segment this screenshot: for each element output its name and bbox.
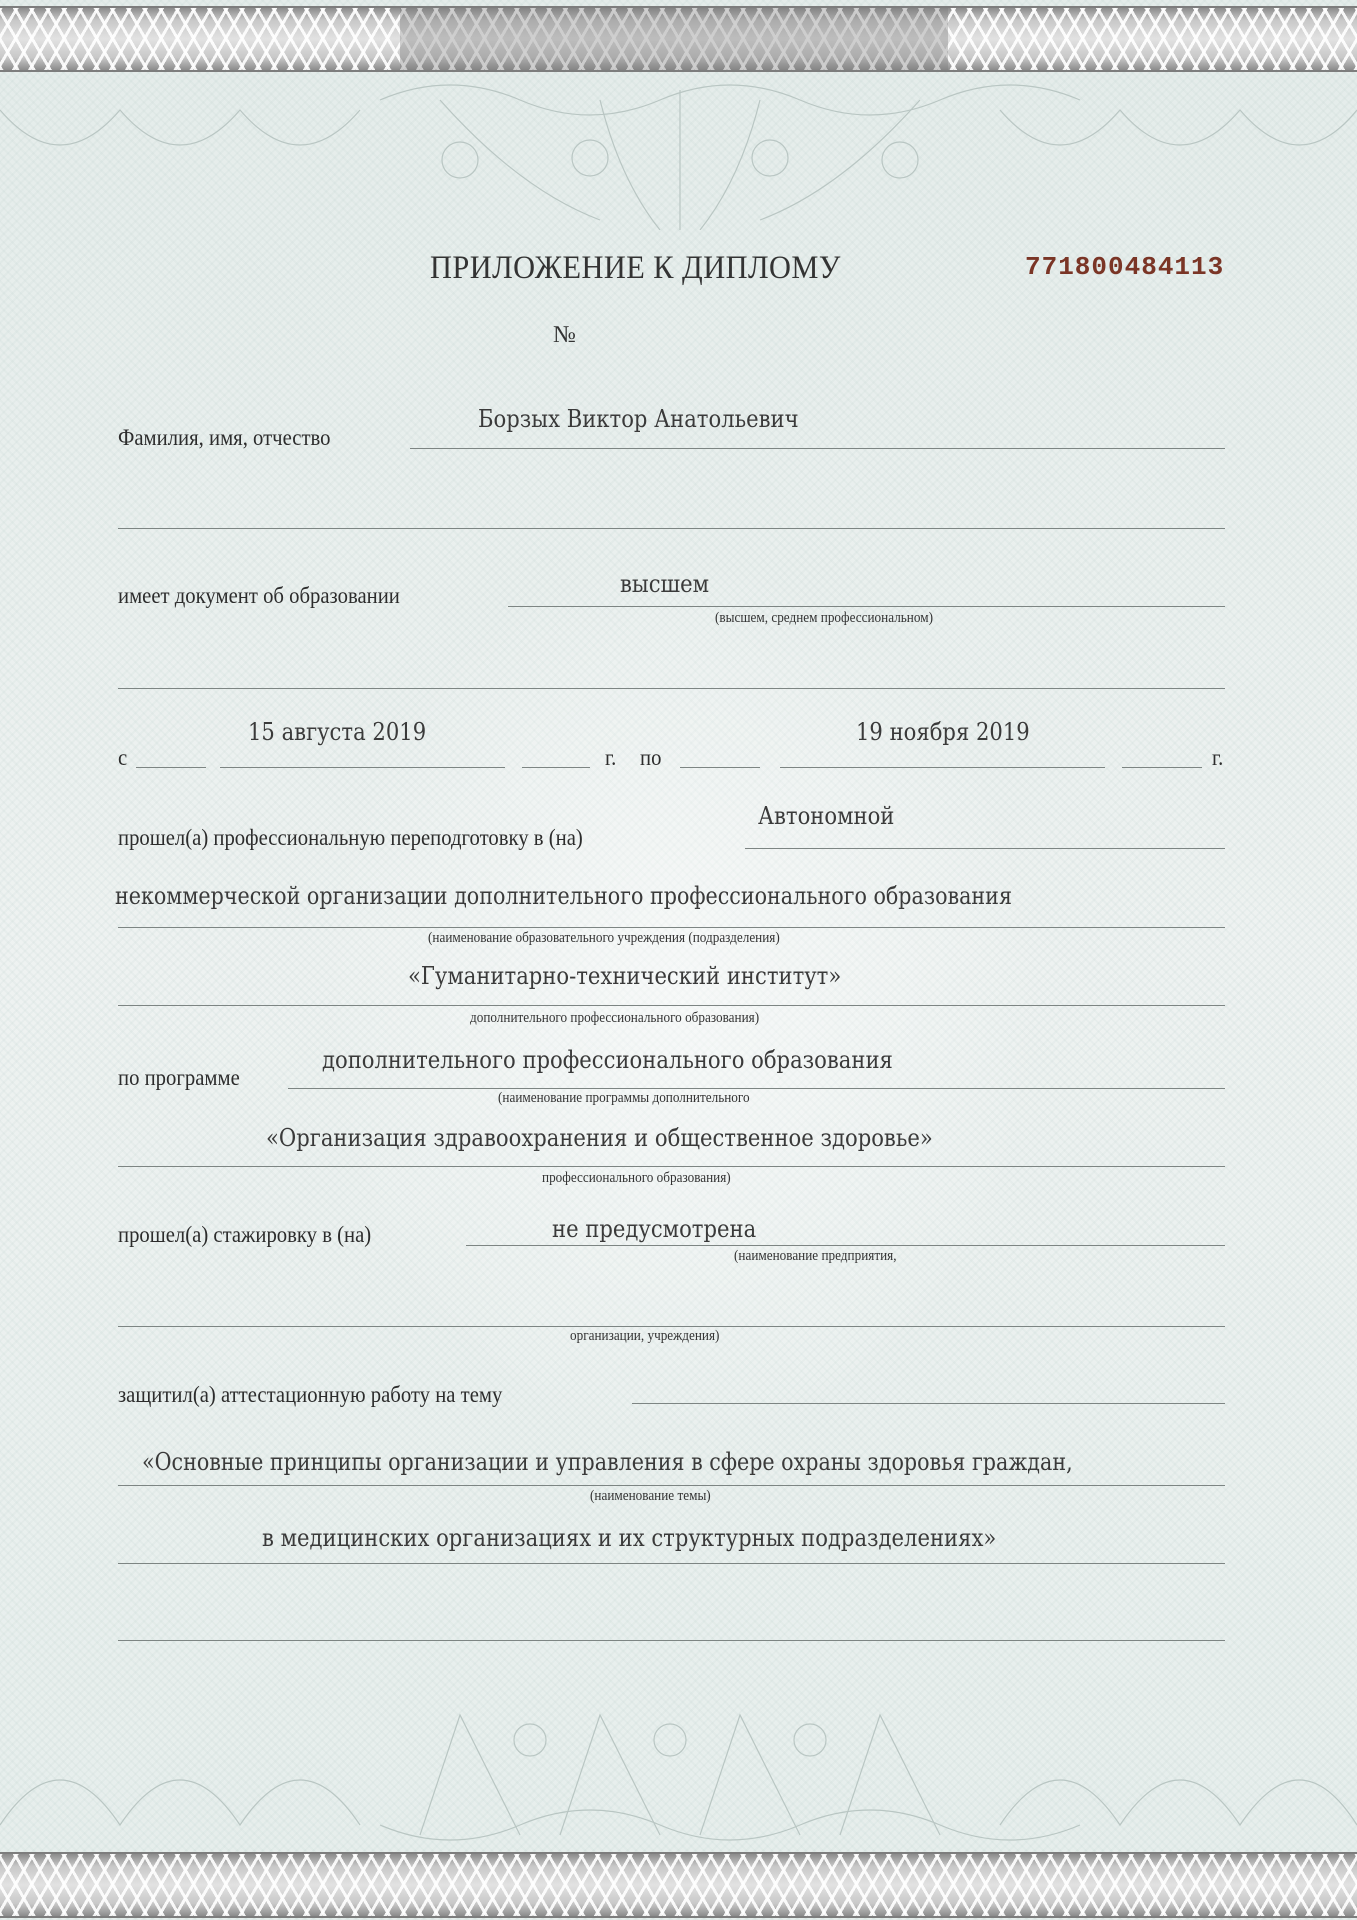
education-document-line-2	[118, 688, 1225, 689]
institution-line-2	[118, 927, 1225, 928]
institution-hint-1: (наименование образовательного учреждения (подразделения)	[428, 930, 780, 946]
education-document-line	[508, 606, 1225, 607]
period-to-value: 19 ноября 2019	[856, 718, 1030, 746]
security-band-top	[0, 6, 1357, 72]
thesis-hint: (наименование темы)	[590, 1488, 711, 1504]
period-from-value: 15 августа 2019	[248, 718, 427, 746]
period-to-year-line	[1122, 767, 1202, 768]
thesis-line-2-value: в медицинских организациях и их структурных подразделениях»	[262, 1524, 997, 1552]
full-name-line	[410, 448, 1225, 449]
internship-line-1	[466, 1245, 1225, 1246]
thesis-line-3	[118, 1640, 1225, 1641]
number-sign: №	[553, 322, 576, 348]
period-from-label: с	[118, 745, 128, 770]
ornament-top-icon	[0, 80, 1357, 230]
period-from-month-line	[220, 767, 505, 768]
period-to-month-line	[780, 767, 1105, 768]
serial-number: 771800484113	[1025, 252, 1225, 282]
education-document-label: имеет документ об образовании	[118, 583, 400, 608]
program-line-1	[288, 1088, 1225, 1089]
thesis-line-0	[632, 1403, 1225, 1404]
period-from-day-line	[136, 767, 206, 768]
full-name-label: Фамилия, имя, отчество	[118, 425, 331, 450]
institution-line-3-value: «Гуманитарно-технический институт»	[408, 962, 842, 990]
institution-hint-2: дополнительного профессионального образования)	[470, 1010, 760, 1026]
program-line-2	[118, 1166, 1225, 1167]
document-title: ПРИЛОЖЕНИЕ К ДИПЛОМУ	[430, 250, 841, 286]
education-document-hint: (высшем, среднем профессиональном)	[715, 610, 933, 626]
education-document-value: высшем	[620, 570, 710, 598]
thesis-line-1-value: «Основные принципы организации и управления в сфере охраны здоровья граждан,	[142, 1448, 1073, 1476]
internship-hint-1: (наименование предприятия,	[734, 1248, 897, 1264]
institution-line-2-value: некоммерческой организации дополнительного профессионального образования	[115, 882, 1012, 910]
institution-line-3	[118, 1005, 1225, 1006]
thesis-line-1	[118, 1485, 1225, 1486]
thesis-label: защитил(а) аттестационную работу на тему	[118, 1382, 503, 1407]
program-hint-1: (наименование программы дополнительного	[498, 1090, 750, 1106]
period-to-day-line	[680, 767, 760, 768]
full-name-line-2	[118, 528, 1225, 529]
internship-value: не предусмотрена	[552, 1215, 757, 1243]
period-to-label: по	[640, 745, 662, 770]
institution-line-1-value: Автономной	[758, 802, 895, 830]
ornament-bottom-icon	[0, 1695, 1357, 1845]
period-from-year-line	[522, 767, 590, 768]
internship-label: прошел(а) стажировку в (на)	[118, 1222, 372, 1247]
program-label: по программе	[118, 1065, 240, 1090]
internship-line-2	[118, 1326, 1225, 1327]
full-name-value: Борзых Виктор Анатольевич	[478, 405, 799, 433]
program-line-2-value: «Организация здравоохранения и общественное здоровье»	[266, 1124, 933, 1152]
period-year-suffix-2: г.	[1212, 745, 1224, 770]
institution-line-1	[745, 848, 1225, 849]
security-band-bottom	[0, 1852, 1357, 1918]
thesis-line-2	[118, 1563, 1225, 1564]
internship-hint-2: организации, учреждения)	[570, 1328, 720, 1344]
institution-label: прошел(а) профессиональную переподготовку в (на)	[118, 825, 583, 850]
program-line-1-value: дополнительного профессионального образования	[322, 1046, 893, 1074]
program-hint-2: профессионального образования)	[542, 1170, 731, 1186]
period-year-suffix-1: г.	[605, 745, 617, 770]
